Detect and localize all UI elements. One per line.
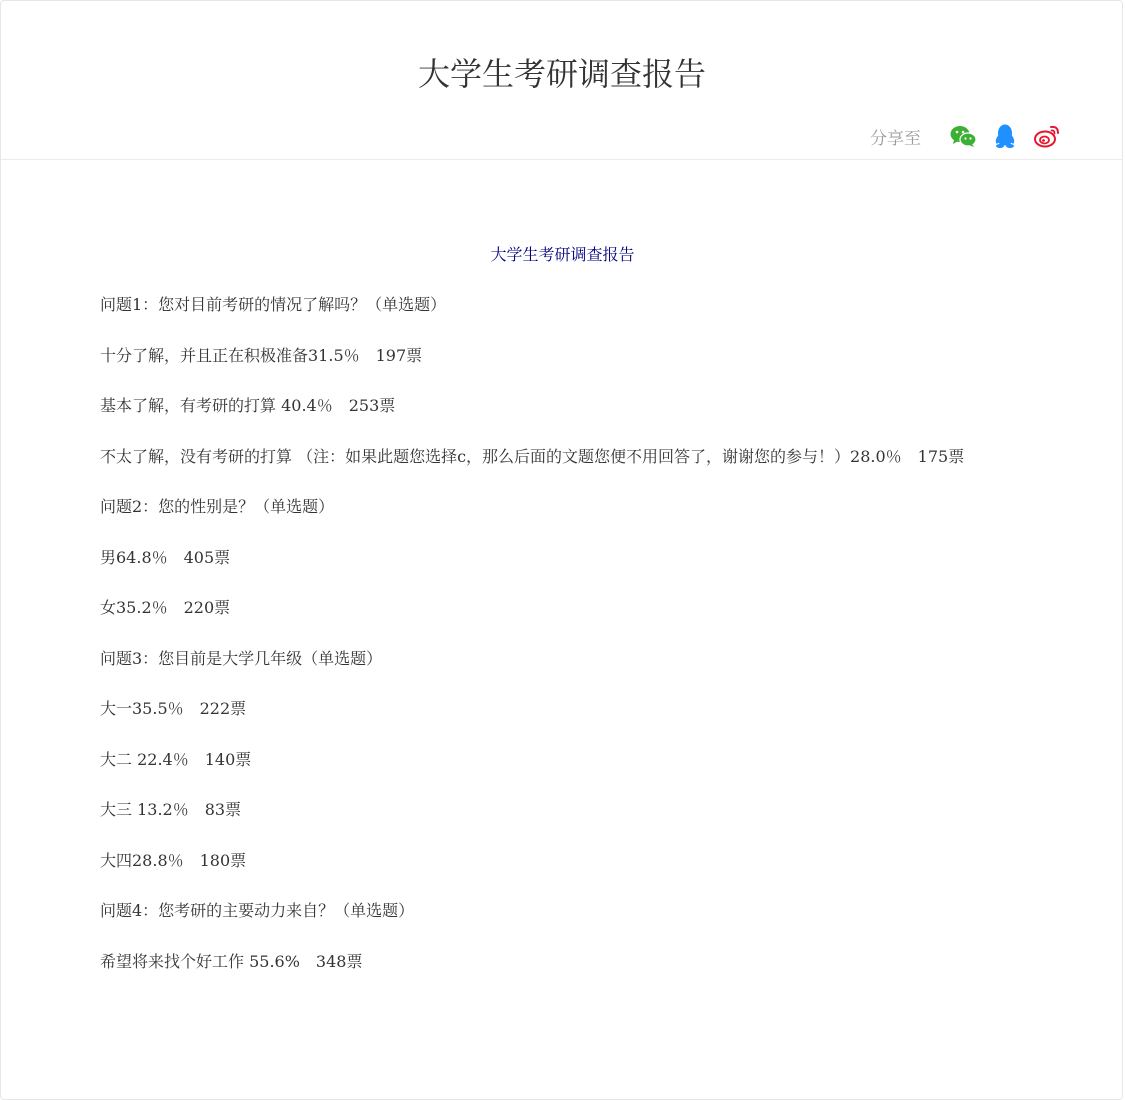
question-heading: 问题1：您对目前考研的情况了解吗？（单选题） [100,295,447,314]
article-title: 大学生考研调查报告 [490,245,635,264]
weibo-icon[interactable] [1033,123,1061,149]
answer-line: 大三 13.2％ 83票 [100,800,242,819]
share-label: 分享至 [870,128,921,149]
answer-line: 女35.2％ 220票 [100,598,231,617]
question-heading: 问题4：您考研的主要动力来自？（单选题） [100,901,415,920]
page-header [1,1,1123,160]
qq-icon[interactable] [991,123,1019,149]
answer-line: 大一35.5％ 222票 [100,699,247,718]
answer-line: 十分了解，并且正在积极准备31.5％ 197票 [100,346,423,365]
question-heading: 问题2：您的性别是？（单选题） [100,497,335,516]
wechat-icon[interactable] [949,123,977,149]
question-heading: 问题3：您目前是大学几年级（单选题） [100,649,383,668]
answer-line: 大二 22.4％ 140票 [100,750,252,769]
answer-line: 男64.8％ 405票 [100,548,231,567]
answer-line: 不太了解，没有考研的打算 （注：如果此题您选择c，那么后面的文题您便不用回答了，谢谢您的参与！）28.0％ 175票 [100,447,965,466]
answer-line: 基本了解，有考研的打算 40.4％ 253票 [100,396,396,415]
page-title: 大学生考研调查报告 [417,55,706,93]
answer-line: 大四28.8％ 180票 [100,851,247,870]
answer-line: 希望将来找个好工作 55.6% 348票 [100,952,363,971]
share-bar [870,121,1061,151]
